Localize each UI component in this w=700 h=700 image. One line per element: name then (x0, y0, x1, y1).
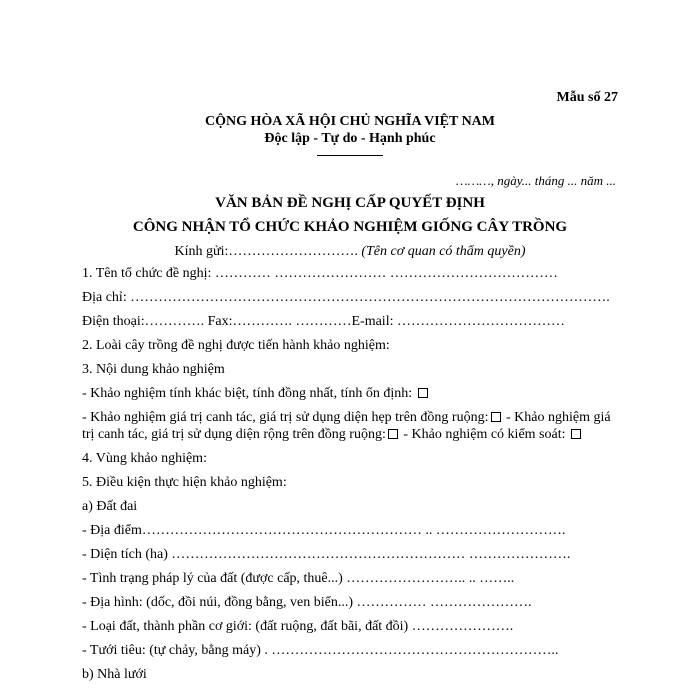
area-field: - Diện tích (ha) ……………………………………………………… …………………. (82, 547, 571, 562)
national-title: CỘNG HÒA XÃ HỘI CHỦ NGHĨA VIỆT NAM (204, 114, 495, 129)
content-vcu-item (82, 409, 622, 443)
address-field: Địa chỉ: …………………………………………………………………………………………. (82, 290, 610, 305)
form-body (82, 265, 622, 690)
document-title-line1: VĂN BẢN ĐỀ NGHỊ CẤP QUYẾT ĐỊNH (215, 195, 485, 211)
content-vcu-label-2: - Khảo nghiệm giá trị canh tác, giá trị sử dụng diện rộng trên đồng ruộng: (82, 410, 611, 442)
nethouse-heading: b) Nhà lưới (82, 667, 147, 682)
recipient-line (0, 244, 700, 260)
terrain-field: - Địa hình: (dốc, đồi núi, đồng bằng, ven biển...) …………… …………………. (82, 595, 532, 610)
document-title-line2: CÔNG NHẬN TỔ CHỨC KHẢO NGHIỆM GIỐNG CÂY TRỒNG (132, 219, 568, 235)
controlled-test-checkbox[interactable] (571, 429, 581, 439)
national-motto: Độc lập - Tự do - Hạnh phúc (264, 131, 436, 146)
form-number: Mẫu số 27 (556, 90, 618, 105)
conditions-heading: 5. Điều kiện thực hiện khảo nghiệm: (82, 475, 287, 490)
content-dus-label: - Khảo nghiệm tính khác biệt, tính đồng nhất, tính ổn định: (82, 386, 413, 401)
region-field: 4. Vùng khảo nghiệm: (82, 451, 207, 466)
org-name-field: 1. Tên tổ chức đề nghị: ………… …………………… ……………………………… (82, 266, 558, 281)
content-heading: 3. Nội dung khảo nghiệm (82, 362, 225, 377)
content-vcu-label-3: - Khảo nghiệm có kiểm soát: (403, 427, 566, 442)
date-line: ………, ngày... tháng ... năm ... (456, 173, 616, 188)
recipient-note: (Tên cơ quan có thẩm quyền) (361, 244, 526, 259)
soil-type-field: - Loại đất, thành phần cơ giới: (đất ruộng, đất bãi, đất đồi) …………………. (82, 619, 514, 634)
crop-type-field: 2. Loài cây trồng đề nghị được tiến hành khảo nghiệm: (82, 338, 390, 353)
irrigation-field: - Tưới tiêu: (tự chảy, bằng máy) . …………………………………………………….. (82, 643, 559, 658)
recipient-label: Kính gửi:………………………. (174, 244, 362, 259)
dus-checkbox[interactable] (418, 388, 428, 398)
contact-field: Điện thoại:…………. Fax:…………. …………E-mail: ……………………………… (82, 314, 565, 329)
header-divider (317, 155, 383, 156)
location-field: - Địa điểm…………………………………………………… .. ………………………. (82, 523, 566, 538)
vcu-wide-checkbox[interactable] (388, 429, 398, 439)
content-dus-item (82, 385, 622, 402)
legal-status-field: - Tình trạng pháp lý của đất (được cấp, thuê...) …………………….. .. …….. (82, 571, 515, 586)
content-vcu-label-1: - Khảo nghiệm giá trị canh tác, giá trị sử dụng diện hẹp trên đồng ruộng: (82, 410, 489, 425)
vcu-narrow-checkbox[interactable] (491, 412, 501, 422)
land-heading: a) Đất đai (82, 499, 138, 514)
